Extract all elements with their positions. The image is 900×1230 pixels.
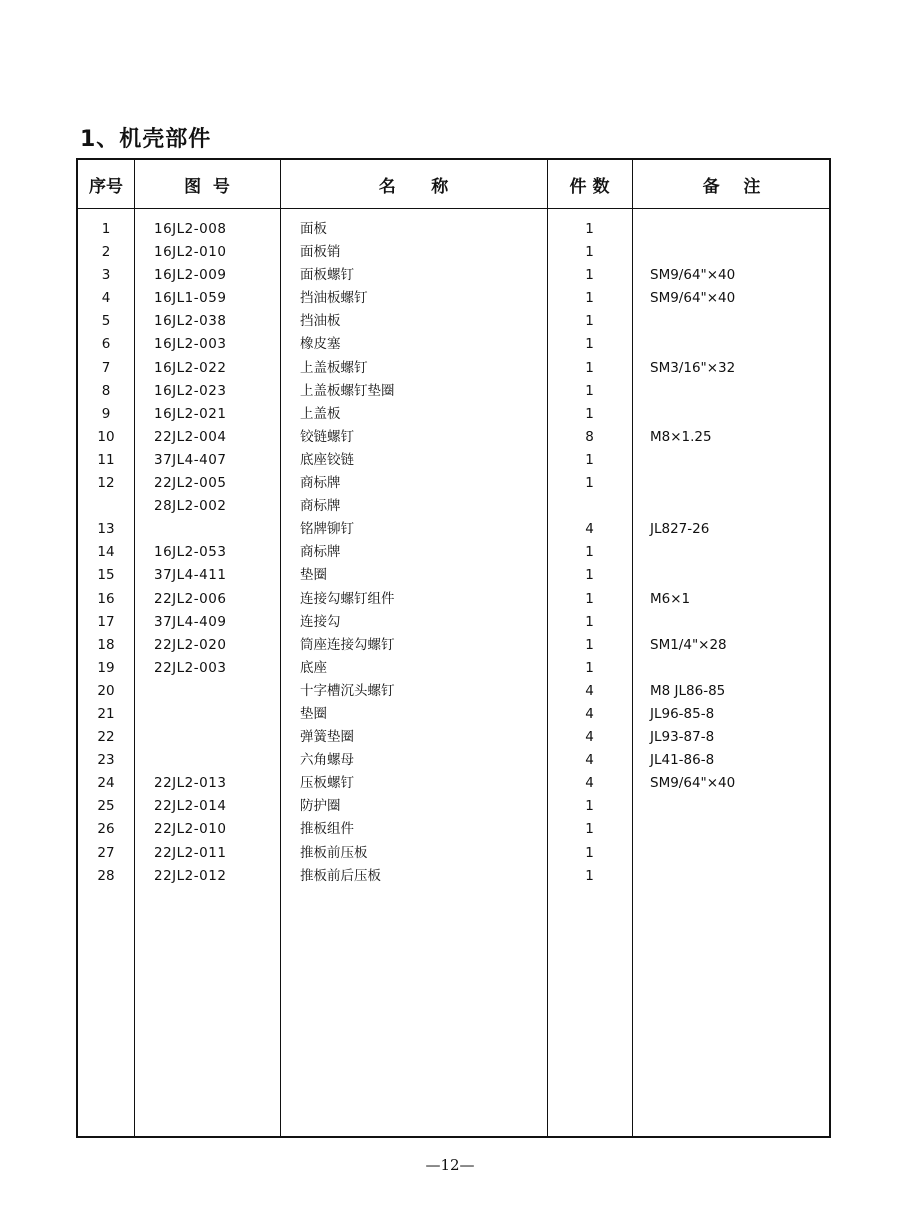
cell-no: 10 [97,428,115,445]
table-row [78,680,829,703]
cell-qty: 1 [585,336,594,353]
cell-qty: 1 [585,313,594,330]
cell-no: 27 [97,844,115,861]
table-row [78,564,829,587]
cell-name: 挡油板 [300,313,341,330]
table-body [78,218,829,888]
cell-qty: 4 [585,775,594,792]
cell-qty: 1 [585,405,594,422]
cell-name: 上盖板 [300,405,341,422]
cell-code: 16JL1-059 [154,290,227,307]
cell-code: 22JL2-006 [154,590,227,607]
cell-code: 16JL2-003 [154,336,227,353]
cell-code: 16JL2-023 [154,382,227,399]
cell-note: SM9/64"×40 [650,267,736,284]
cell-no: 14 [97,544,115,561]
header-cell-no: 序号 [89,176,123,197]
table-row [78,818,829,841]
parts-table [76,158,831,1138]
cell-code: 16JL2-009 [154,267,227,284]
cell-qty: 1 [585,844,594,861]
cell-code: 16JL2-008 [154,221,227,237]
cell-name: 铰链螺钉 [300,428,354,445]
cell-code: 37JL4-407 [154,451,227,468]
cell-qty: 1 [585,567,594,584]
cell-name: 弹簧垫圈 [300,729,354,746]
cell-note: JL827-26 [650,521,710,538]
cell-name: 底座 [300,659,327,676]
table-row [78,426,829,449]
cell-note: SM9/64"×40 [650,775,736,792]
cell-note: SM1/4"×28 [650,636,727,653]
cell-qty: 1 [585,867,594,884]
cell-name: 六角螺母 [300,752,354,769]
cell-no: 21 [97,705,115,722]
cell-qty: 1 [585,590,594,607]
cell-qty: 1 [585,798,594,815]
header-divider [78,208,829,209]
cell-name: 推板组件 [300,821,354,838]
cell-code: 22JL2-011 [154,844,227,861]
cell-code: 22JL2-020 [154,636,227,653]
cell-no: 19 [97,659,115,676]
cell-qty: 1 [585,451,594,468]
cell-qty: 4 [585,729,594,746]
cell-code: 22JL2-005 [154,475,227,492]
cell-code: 28JL2-002 [154,498,227,515]
cell-no: 7 [101,359,111,376]
header-cell-qty: 件 数 [569,176,610,197]
cell-name: 筒座连接勾螺钉 [300,636,395,653]
cell-code: 22JL2-004 [154,428,227,445]
cell-no: 2 [101,244,111,261]
cell-code: 16JL2-010 [154,244,227,261]
cell-name: 面板 [300,221,327,237]
cell-code: 22JL2-014 [154,798,227,815]
table-row [78,795,829,818]
cell-no: 6 [101,336,111,353]
table-row [78,703,829,726]
cell-name: 商标牌 [300,475,341,492]
cell-no: 1 [101,221,111,237]
cell-no: 22 [97,729,115,746]
cell-name: 推板前压板 [300,844,368,861]
header-cell-code: 图 号 [184,176,230,197]
cell-qty: 1 [585,267,594,284]
cell-note: SM9/64"×40 [650,290,736,307]
table-row [78,357,829,380]
cell-qty: 1 [585,659,594,676]
cell-qty: 4 [585,705,594,722]
table-row [78,380,829,403]
table-row [78,218,829,241]
table-row [78,449,829,472]
cell-code: 37JL4-409 [154,613,227,630]
cell-name: 橡皮塞 [300,336,341,353]
cell-qty: 1 [585,821,594,838]
cell-name: 面板销 [300,244,341,261]
table-row [78,726,829,749]
cell-note: JL41-86-8 [650,752,715,769]
cell-name: 铭牌铆钉 [300,521,354,538]
cell-qty: 1 [585,636,594,653]
cell-qty: 4 [585,752,594,769]
cell-name: 推板前后压板 [300,867,381,884]
cell-note: M8×1.25 [650,428,712,445]
page-number: —12— [425,1156,475,1174]
cell-no: 4 [101,290,111,307]
cell-name: 商标牌 [300,498,341,515]
table-row [78,472,829,495]
table-row [78,749,829,772]
cell-name: 连接勾螺钉组件 [300,590,395,607]
cell-no: 3 [101,267,111,284]
table-row [78,657,829,680]
cell-note: JL96-85-8 [650,705,715,722]
cell-no: 23 [97,752,115,769]
table-row [78,310,829,333]
cell-code: 22JL2-010 [154,821,227,838]
cell-no: 9 [101,405,111,422]
cell-no: 11 [97,451,115,468]
header-cell-name: 名 称 [378,176,449,197]
cell-note: M6×1 [650,590,691,607]
table-row [78,264,829,287]
cell-name: 商标牌 [300,544,341,561]
table-row [78,772,829,795]
cell-name: 面板螺钉 [300,267,354,284]
table-row [78,865,829,888]
cell-code: 37JL4-411 [154,567,227,584]
cell-code: 16JL2-053 [154,544,227,561]
cell-name: 防护圈 [300,798,341,815]
cell-no: 13 [97,521,115,538]
cell-code: 22JL2-012 [154,867,227,884]
cell-no: 8 [101,382,111,399]
table-row [78,287,829,310]
table-row [78,541,829,564]
header-cell-note: 备 注 [702,176,761,197]
cell-code: 16JL2-021 [154,405,227,422]
cell-no: 26 [97,821,115,838]
table-row [78,403,829,426]
cell-no: 17 [97,613,115,630]
cell-note: JL93-87-8 [650,729,715,746]
cell-name: 挡油板螺钉 [300,290,368,307]
cell-name: 垫圈 [300,705,327,722]
cell-no: 28 [97,867,115,884]
cell-qty: 8 [585,428,594,445]
cell-qty: 1 [585,244,594,261]
cell-no: 5 [101,313,111,330]
cell-no: 18 [97,636,115,653]
table-row [78,634,829,657]
cell-code: 16JL2-038 [154,313,227,330]
cell-qty: 1 [585,544,594,561]
table-row [78,842,829,865]
cell-qty: 4 [585,521,594,538]
cell-name: 连接勾 [300,613,341,630]
cell-note: M8 JL86-85 [650,682,726,699]
cell-code: 16JL2-022 [154,359,227,376]
cell-no: 24 [97,775,115,792]
cell-name: 十字槽沉头螺钉 [300,682,395,699]
cell-name: 压板螺钉 [300,775,354,792]
cell-no: 25 [97,798,115,815]
cell-no: 16 [97,590,115,607]
cell-name: 上盖板螺钉垫圈 [300,382,395,399]
table-row [78,333,829,356]
cell-code: 22JL2-003 [154,659,227,676]
cell-qty: 4 [585,682,594,699]
cell-no: 20 [97,682,115,699]
cell-name: 上盖板螺钉 [300,359,368,376]
table-row [78,588,829,611]
cell-qty: 1 [585,221,594,237]
cell-qty: 1 [585,290,594,307]
table-row [78,495,829,518]
table-row [78,518,829,541]
section-heading: 1、机壳部件 [80,127,212,152]
cell-code: 22JL2-013 [154,775,227,792]
cell-qty: 1 [585,382,594,399]
cell-name: 底座铰链 [300,451,354,468]
table-row [78,611,829,634]
cell-qty: 1 [585,475,594,492]
table-row [78,241,829,264]
cell-note: SM3/16"×32 [650,359,736,376]
cell-qty: 1 [585,613,594,630]
cell-no: 15 [97,567,115,584]
cell-qty: 1 [585,359,594,376]
cell-no: 12 [97,475,115,492]
cell-name: 垫圈 [300,567,327,584]
